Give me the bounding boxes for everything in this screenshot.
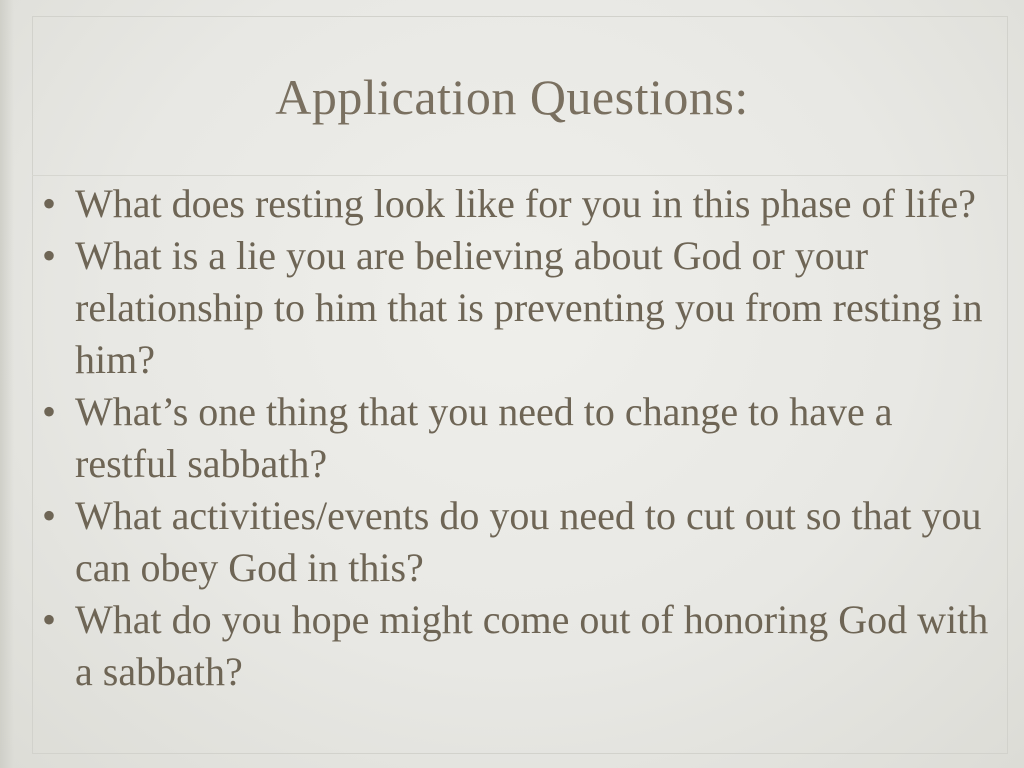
bullet-text: What does resting look like for you in this phase of life? <box>75 181 976 226</box>
bullet-icon: • <box>42 597 57 642</box>
bullet-item <box>40 490 1000 594</box>
bullet-icon: • <box>42 181 57 226</box>
bullet-text: What activities/events do you need to cut out so that you can obey God in this? <box>75 493 982 590</box>
bullet-item <box>40 230 1000 386</box>
title-divider <box>32 175 1008 176</box>
bullet-list <box>40 178 1000 698</box>
bullet-text: What do you hope might come out of honoring God with a sabbath? <box>75 597 989 694</box>
bullet-icon: • <box>42 389 57 434</box>
bullet-text: What is a lie you are believing about God or your relationship to him that is preventing you from resting in him? <box>75 233 983 382</box>
bullet-item <box>40 178 1000 230</box>
bullet-item <box>40 386 1000 490</box>
bullet-icon: • <box>42 233 57 278</box>
slide-edge-shadow <box>0 0 14 768</box>
bullet-item <box>40 594 1000 698</box>
bullet-text: What’s one thing that you need to change to have a restful sabbath? <box>75 389 893 486</box>
bullet-icon: • <box>42 493 57 538</box>
slide-title: Application Questions: <box>275 69 749 125</box>
